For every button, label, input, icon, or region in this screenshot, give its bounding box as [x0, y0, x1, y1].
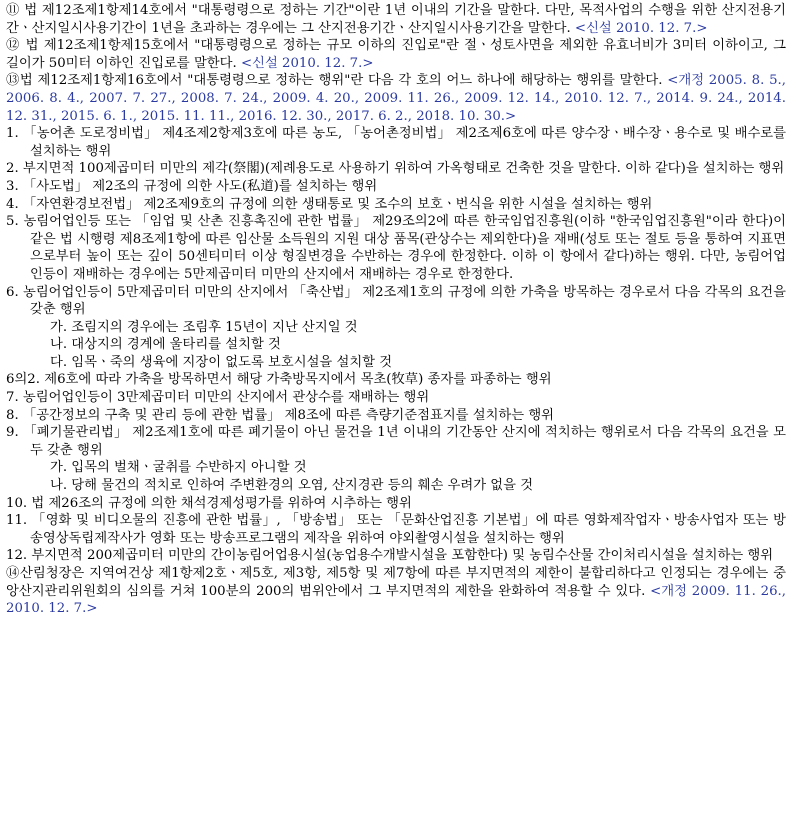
- item-2: 2. 부지면적 100제곱미터 미만의 제각(祭閣)(제례용도로 사용하기 위하여 가옥형태로 건축한 것을 말한다. 이하 같다)을 설치하는 행위: [6, 161, 785, 177]
- paragraph-13-text: ⑬법 제12조제1항제16호에서 "대통령령으로 정하는 행위"란 다음 각 호의 어느 하나에 해당하는 행위를 말한다.: [6, 73, 668, 89]
- item-12: 12. 부지면적 200제곱미터 미만의 간이농림어업용시설(농업용수개발시설을 포함한다) 및 농림수산물 간이처리시설을 설치하는 행위: [6, 548, 774, 564]
- paragraph-12-amendment-note: <신설 2010. 12. 7.>: [240, 55, 374, 71]
- item-9-sub-a: 가. 입목의 벌채ㆍ굴취를 수반하지 아니할 것: [50, 460, 307, 476]
- paragraph-12-text: ⑫ 법 제12조제1항제15호에서 "대통령령으로 정하는 규모 이하의 진입로"란 절ㆍ성토사면을 제외한 유효너비가 3미터 이하이고, 그 길이가 50미터 이하인 진입로를 말한다.: [6, 38, 786, 71]
- item-3: 3. 「사도법」 제2조의 규정에 의한 사도(私道)를 설치하는 행위: [6, 178, 378, 194]
- paragraph-12: [6, 37, 786, 72]
- paragraph-11: [6, 2, 786, 37]
- paragraph-14: [6, 565, 786, 618]
- paragraph-11-amendment-note: <신설 2010. 12. 7.>: [574, 20, 708, 36]
- item-9: 9. 「폐기물관리법」 제2조제1호에 따른 폐기물이 아닌 물건을 1년 이내의 기간동안 산지에 적치하는 행위로서 다음 각목의 요건을 모두 갖춘 행위: [6, 425, 786, 458]
- paragraph-13-amendment-note: <개정 2005. 8. 5., 2006. 8. 4., 2007. 7. 27., 2008. 7. 24., 2009. 4. 20., 2009. 11. 26., 2009. 12. 14., 2010. 12. 7., 2014. 9. 24., 2014. 12. 31., 2015. 6. 1., 2015. 11. 11., 2016. 12. 30., 2017. 6. 2., 2018. 10. 30.>: [6, 73, 786, 124]
- item-6-sub-c: 다. 임목ㆍ죽의 생육에 지장이 없도록 보호시설을 설치할 것: [50, 354, 393, 370]
- paragraph-13: [6, 72, 786, 125]
- item-6-sub-b: 나. 대상지의 경계에 울타리를 설치할 것: [50, 337, 281, 353]
- item-6-sub-a: 가. 조림지의 경우에는 조림후 15년이 지난 산지일 것: [50, 319, 358, 335]
- item-7: 7. 농림어업인등이 3만제곱미터 미만의 산지에서 관상수를 재배하는 행위: [6, 390, 430, 406]
- item-9-sub-b: 나. 당해 물건의 적치로 인하여 주변환경의 오염, 산지경관 등의 훼손 우려가 없을 것: [50, 478, 534, 494]
- item-10: 10. 법 제26조의 규정에 의한 채석경제성평가를 위하여 시추하는 행위: [6, 495, 412, 511]
- item-11: 11. 「영화 및 비디오물의 진흥에 관한 법률」, 「방송법」 또는 「문화산업진흥 기본법」에 따른 영화제작업자ㆍ방송사업자 또는 방송영상독립제작사가 영화 또는 방송프로그램의 제작을 위하여 야외촬영시설을 설치하는 행위: [6, 513, 786, 546]
- paragraph-14-text: ⑭산림청장은 지역여건상 제1항제2호ㆍ제5호, 제3항, 제5항 및 제7항에 따른 부지면적의 제한이 불합리하다고 인정되는 경우에는 중앙산지관리위원회의 심의를 거쳐 100분의 200의 범위안에서 그 부지면적의 제한을 완화하여 적용할 수 있다.: [6, 566, 786, 599]
- paragraph-11-text: ⑪ 법 제12조제1항제14호에서 "대통령령으로 정하는 기간"이란 1년 이내의 기간을 말한다. 다만, 목적사업의 수행을 위한 산지전용기간ㆍ산지일시사용기간이 1년을 초과하는 경우에는 그 산지전용기간ㆍ산지일시사용기간을 말한다.: [6, 3, 786, 36]
- item-8: 8. 「공간정보의 구축 및 관리 등에 관한 법률」 제8조에 따른 측량기준점표지를 설치하는 행위: [6, 407, 555, 423]
- item-6: 6. 농림어업인등이 5만제곱미터 미만의 산지에서 「축산법」 제2조제1호의 규정에 의한 가축을 방목하는 경우로서 다음 각목의 요건을 갖춘 행위: [6, 284, 786, 318]
- item-1: 1. 「농어촌 도로정비법」 제4조제2항제3호에 따른 농도, 「농어촌정비법」 제2조제6호에 따른 양수장ㆍ배수장ㆍ용수로 및 배수로를 설치하는 행위: [6, 126, 786, 159]
- item-6-2: 6의2. 제6호에 따라 가축을 방목하면서 해당 가축방목지에서 목초(牧草) 종자를 파종하는 행위: [6, 372, 552, 388]
- item-5: 5. 농림어업인등 또는 「임업 및 산촌 진흥촉진에 관한 법률」 제29조의2에 따른 한국임업진흥원(이하 "한국임업진흥원"이라 한다)이 같은 법 시행령 제8조제1항에 따른 임산물 소득원의 지원 대상 품목(관상수는 제외한다)을 재배(성토 또는 절토 등을 통하여 지표면으로부터 높이 또는 깊이 50센티미터 이상 형질변경을 수반하는 경우에 한정한다. 이하 이 항에서 같다)하는 행위. 다만, 농림어업인등이 재배하는 경우에는 5만제곱미터 미만의 산지에서 재배하는 경우로 한정한다.: [6, 214, 786, 282]
- item-4: 4. 「자연환경보전법」 제2조제9호의 규정에 의한 생태통로 및 조수의 보호ㆍ번식을 위한 시설을 설치하는 행위: [6, 196, 653, 212]
- paragraph-14-amendment-note: <개정 2009. 11. 26., 2010. 12. 7.>: [6, 583, 786, 617]
